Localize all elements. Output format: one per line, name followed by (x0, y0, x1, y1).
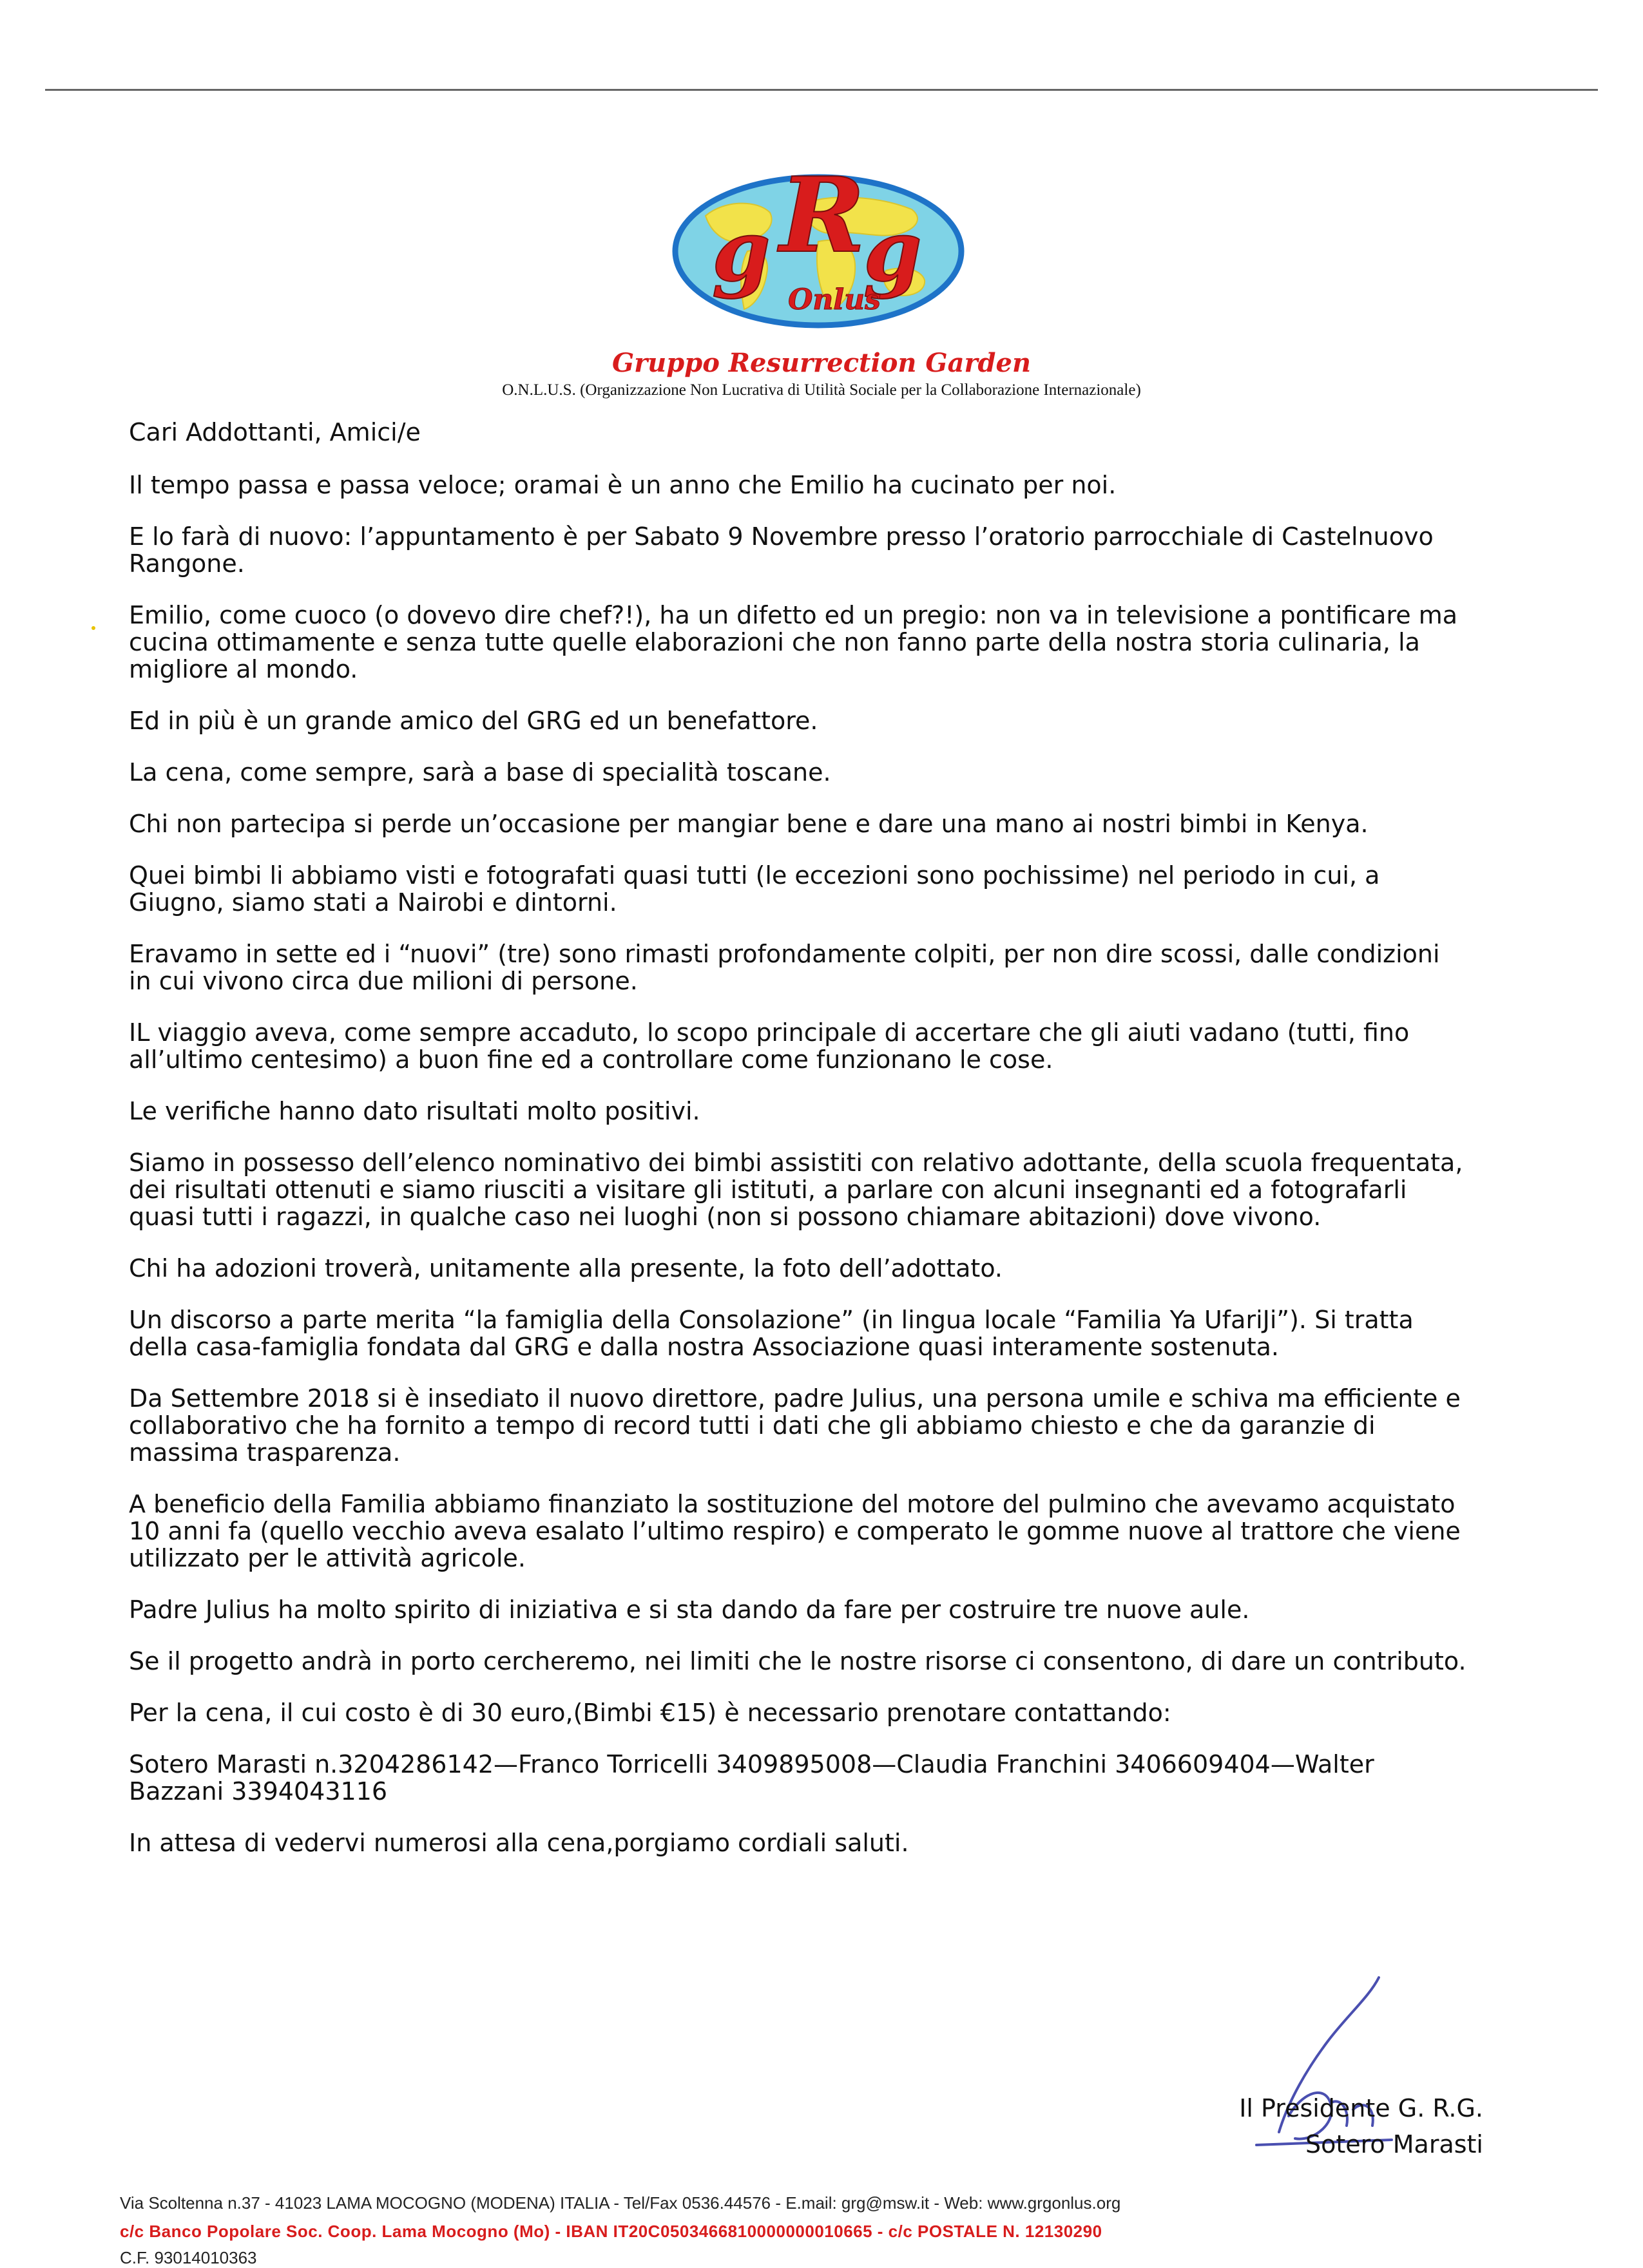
paragraph: Per la cena, il cui costo è di 30 euro,(Bimbi €15) è necessario prenotare contattando: (129, 1699, 1171, 1727)
paragraph: Eravamo in sette ed i “nuovi” (tre) sono rimasti profondamente colpiti, per non dire scossi, dalle condizioni in cui vivono circa due milioni di persone. (129, 940, 1440, 995)
paragraph: Un discorso a parte merita “la famiglia della Consolazione” (in lingua locale “Familia Ya UfariJi”). Si tratta della casa-famiglia fondata dal GRG e dalla nostra Associazione quasi interamente sostenuta. (129, 1306, 1414, 1361)
footer-cf: C.F. 93014010363 (120, 2248, 257, 2267)
logo-letter-g-right: g (863, 202, 922, 300)
top-rule (45, 89, 1598, 91)
paragraph: Il tempo passa e passa veloce; oramai è un anno che Emilio ha cucinato per noi. (129, 471, 1117, 499)
paragraph: Quei bimbi li abbiamo visti e fotografati quasi tutti (le eccezioni sono pochissime) nel periodo in cui, a Giugno, siamo stati a Nairobi e dintorni. (129, 861, 1380, 917)
closing: In attesa di vedervi numerosi alla cena,porgiamo cordiali saluti. (129, 1829, 909, 1857)
paragraph: Chi non partecipa si perde un’occasione per mangiar bene e dare una mano ai nostri bimbi in Kenya. (129, 810, 1369, 838)
logo-onlus: Onlus (788, 283, 881, 316)
org-subtitle: O.N.L.U.S. (Organizzazione Non Lucrativa di Utilità Sociale per la Collaborazione Internazionale) (502, 381, 1141, 399)
paragraph: La cena, come sempre, sarà a base di specialità toscane. (129, 758, 831, 786)
greeting: Cari Addottanti, Amici/e (129, 418, 421, 446)
scan-mark (91, 626, 95, 630)
contact-list: Sotero Marasti n.3204286142—Franco Torricelli 3409895008—Claudia Franchini 3406609404—Walter Bazzani 3394043116 (129, 1750, 1374, 1806)
footer-address: Via Scoltenna n.37 - 41023 LAMA MOCOGNO (MODENA) ITALIA - Tel/Fax 0536.44576 - E.mail: grg@msw.it - Web: www.grgonlus.org (120, 2193, 1121, 2213)
org-name: Gruppo Resurrection Garden (611, 348, 1032, 378)
paragraph: Le verifiche hanno dato risultati molto positivi. (129, 1097, 700, 1125)
paragraph: Da Settembre 2018 si è insediato il nuovo direttore, padre Julius, una persona umile e schiva ma efficiente e collaborativo che ha fornito a tempo di record tutti i dati che gli abbiamo chiesto e che da garanzie di massima trasparenza. (129, 1384, 1461, 1467)
paragraph: Siamo in possesso dell’elenco nominativo dei bimbi assistiti con relativo adottante, della scuola frequentata, dei risultati ottenuti e siamo riusciti a visitare gli istituti, a parlare con alcuni insegnanti ed a fotografarli quasi tutti i ragazzi, in qualche caso nei luoghi (non si possono chiamare abitazioni) dove vivono. (129, 1148, 1463, 1231)
footer-bank: c/c Banco Popolare Soc. Coop. Lama Mocogno (Mo) - IBAN IT20C0503466810000000010665 - c/c POSTALE N. 12130290 (120, 2222, 1102, 2241)
paragraph: Se il progetto andrà in porto cercheremo, nei limiti che le nostre risorse ci consentono, di dare un contributo. (129, 1647, 1466, 1675)
paragraph: Emilio, come cuoco (o dovevo dire chef?!), ha un difetto ed un pregio: non va in televisione a pontificare ma cucina ottimamente e senza tutte quelle elaborazioni che non fanno parte della nostra storia culinaria, la migliore al mondo. (129, 601, 1458, 683)
paragraph: Ed in più è un grande amico del GRG ed un benefattore. (129, 707, 818, 735)
letter-body (129, 419, 1469, 1881)
paragraph: Chi ha adozioni troverà, unitamente alla presente, la foto dell’adottato. (129, 1254, 1003, 1282)
logo-letter-g-left: g (712, 202, 771, 300)
paragraph: Padre Julius ha molto spirito di iniziativa e si sta dando da fare per costruire tre nuove aule. (129, 1596, 1250, 1624)
paragraph: IL viaggio aveva, come sempre accaduto, lo scopo principale di accertare che gli aiuti vadano (tutti, fino all’ultimo centesimo) a buon fine ed a controllare come funzionano le cose. (129, 1018, 1410, 1074)
sign-title: Il Presidente G. R.G. (1239, 2094, 1483, 2122)
sign-name: Sotero Marasti (1305, 2130, 1483, 2158)
paragraph: E lo farà di nuovo: l’appuntamento è per Sabato 9 Novembre presso l’oratorio parrocchiale di Castelnuovo Rangone. (129, 522, 1434, 578)
logo-letter-r: R (780, 155, 865, 276)
signature-block (1239, 2090, 1483, 2162)
paragraph: A beneficio della Familia abbiamo finanziato la sostituzione del motore del pulmino che avevamo acquistato 10 anni fa (quello vecchio aveva esalato l’ultimo respiro) e comperato le gomme nuove al trattore che viene utilizzato per le attività agricole. (129, 1490, 1461, 1572)
grg-logo (667, 155, 970, 332)
